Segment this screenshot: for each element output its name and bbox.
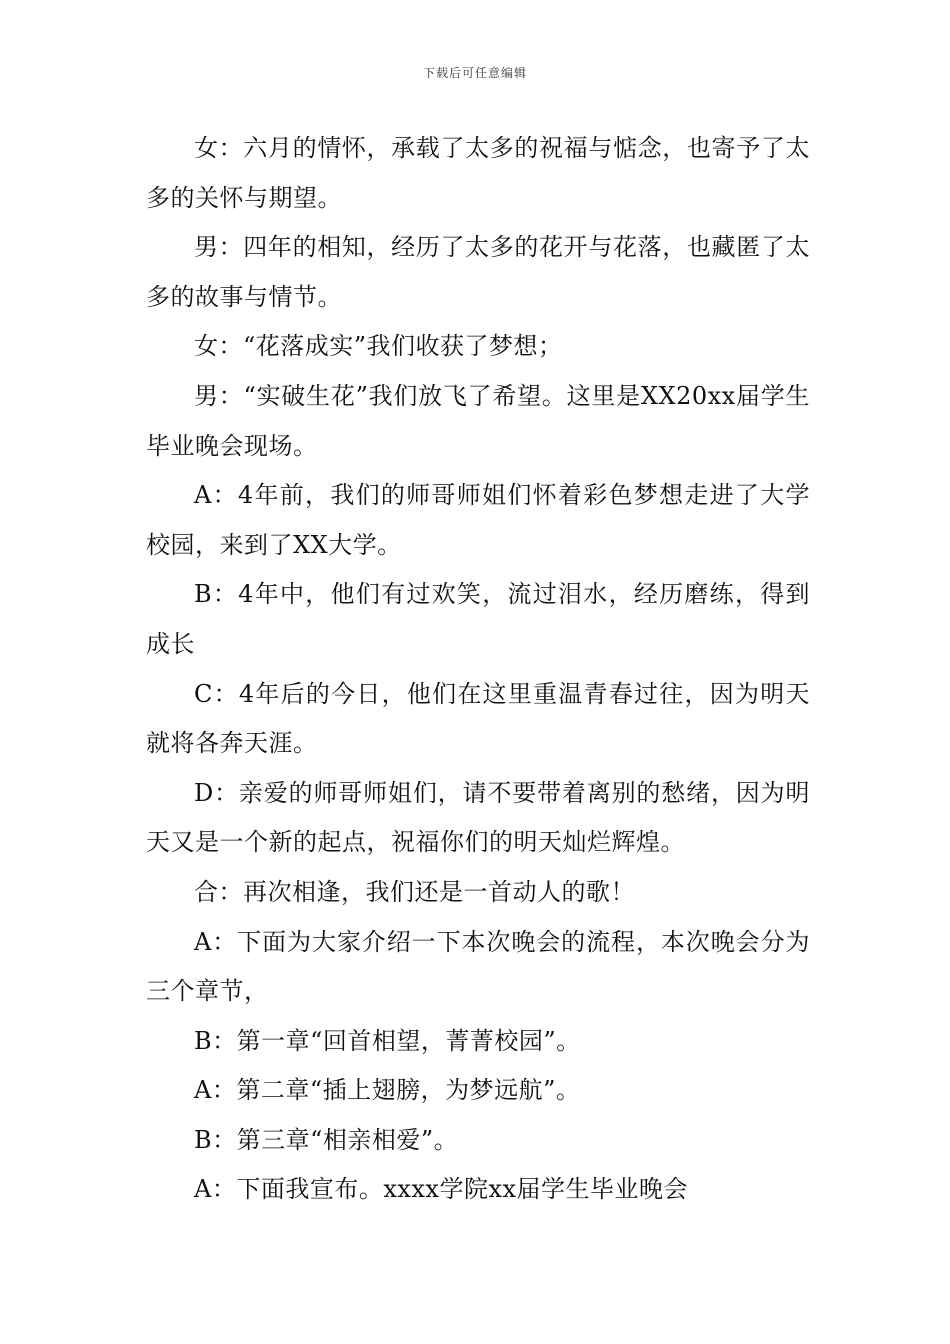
paragraph: 女：“花落成实”我们收获了梦想； — [194, 332, 563, 361]
paragraph: D：亲爱的师哥师姐们，请不要带着离别的愁绪，因为明天又是一个新的起点，祝福你们的明天灿烂辉煌。 — [146, 778, 810, 857]
paragraph: B：4年中，他们有过欢笑，流过泪水，经历磨练，得到成长 — [146, 580, 810, 658]
paragraph: B：第三章“相亲相爱”。 — [194, 1125, 459, 1154]
paragraph: A：4年前，我们的师哥师姐们怀着彩色梦想走进了大学校园，来到了XX大学。 — [146, 481, 810, 559]
paragraph: A：下面我宣布。xxxx学院xx届学生毕业晚会 — [194, 1175, 689, 1204]
document-body — [146, 124, 810, 1215]
paragraph: A：第二章“插上翅膀，为梦远航”。 — [194, 1076, 581, 1105]
paragraph: A：下面为大家介绍一下本次晚会的流程，本次晚会分为三个章节， — [146, 927, 810, 1006]
paragraph: C：4年后的今日，他们在这里重温青春过往，因为明天就将各奔天涯。 — [146, 679, 810, 758]
paragraph: 女：六月的情怀，承载了太多的祝福与惦念，也寄予了太多的关怀与期望。 — [146, 134, 810, 212]
paragraph: B：第一章“回首相望，菁菁校园”。 — [194, 1026, 581, 1055]
paragraph: 男：“实破生花”我们放飞了希望。这里是XX20xx届学生毕业晚会现场。 — [146, 381, 810, 460]
paragraph: 合：再次相逢，我们还是一首动人的歌！ — [194, 877, 635, 906]
page-header-note: 下载后可任意编辑 — [422, 66, 527, 80]
paragraph: 男：四年的相知，经历了太多的花开与花落，也藏匿了太多的故事与情节。 — [146, 233, 810, 311]
